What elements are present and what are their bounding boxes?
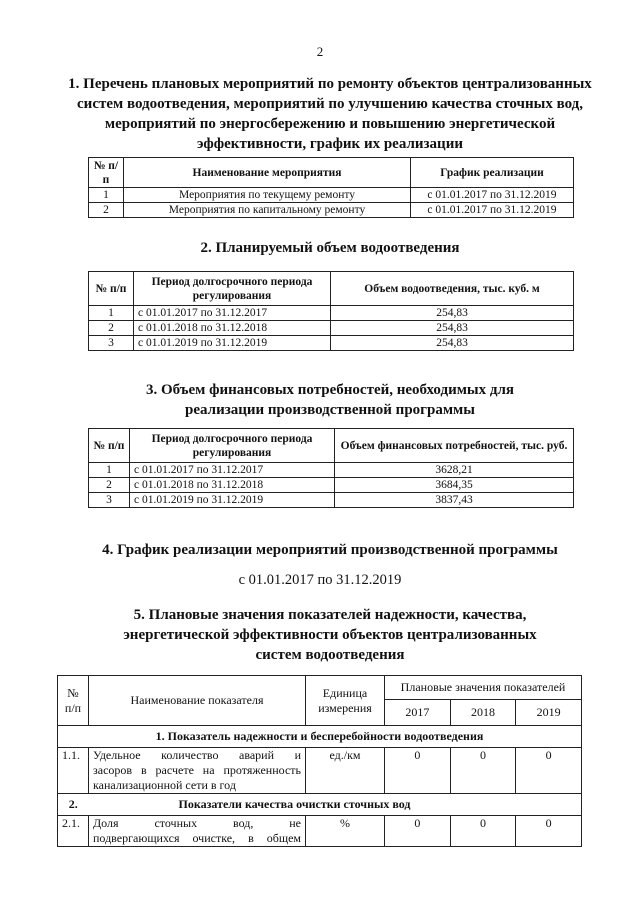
section-1-title	[60, 74, 600, 154]
cell: Мероприятия по текущему ремонту	[124, 188, 411, 203]
section-4-title: 4. График реализации мероприятий производственной программы	[102, 542, 558, 558]
cell: с 01.01.2019 по 31.12.2019	[134, 336, 331, 351]
section-2-title: 2. Планируемый объем водоотведения	[200, 240, 460, 256]
cell: с 01.01.2018 по 31.12.2018	[134, 321, 331, 336]
col-header: № п/п	[89, 272, 134, 306]
table-row	[58, 748, 582, 794]
cell: с 01.01.2017 по 31.12.2019	[411, 203, 574, 218]
table-row	[89, 493, 574, 508]
cell: ед./км	[306, 748, 385, 794]
cell: с 01.01.2019 по 31.12.2019	[130, 493, 335, 508]
year-header: 2017	[385, 700, 451, 726]
table-row	[89, 203, 574, 218]
cell: 0	[385, 748, 451, 794]
text-line: Удельное количество аварий и	[93, 748, 301, 762]
table-row	[89, 321, 574, 336]
cell: 0	[516, 816, 582, 847]
cell: с 01.01.2017 по 31.12.2017	[134, 306, 331, 321]
cell: 254,83	[331, 321, 574, 336]
cell	[89, 748, 306, 794]
title-line: систем водоотведения, мероприятий по улучшению качества сточных вод,	[77, 96, 583, 112]
cell: 254,83	[331, 306, 574, 321]
section-5-title	[60, 605, 600, 665]
table-row	[89, 188, 574, 203]
text-line: канализационной сети в год	[93, 778, 236, 792]
table-row	[89, 478, 574, 493]
col-header: Период долгосрочного периода регулирования	[130, 429, 335, 463]
cell: 3628,21	[335, 463, 574, 478]
cell: 0	[450, 816, 516, 847]
cell: с 01.01.2017 по 31.12.2019	[411, 188, 574, 203]
section-3-title	[60, 380, 600, 420]
cell: 2	[89, 203, 124, 218]
col-header: Плановые значения показателей	[385, 676, 582, 700]
text-line: подвергающихся очистке, в общем	[93, 831, 301, 845]
cell: 2.1.	[58, 816, 89, 847]
title-line: мероприятий по энергосбережению и повышению энергетической	[104, 116, 556, 132]
col-header: № п/п	[58, 676, 89, 726]
cell: 2	[89, 478, 130, 493]
cell: 0	[385, 816, 451, 847]
year-header: 2019	[516, 700, 582, 726]
cell: 254,83	[331, 336, 574, 351]
table-row	[89, 463, 574, 478]
cell: 1	[89, 306, 134, 321]
col-header: График реализации	[411, 158, 574, 188]
cell: 1	[89, 188, 124, 203]
section-heading	[89, 794, 582, 816]
table-volume	[88, 271, 574, 351]
table-indicators	[57, 675, 582, 847]
title-line: систем водоотведения	[255, 647, 405, 663]
cell: 2	[89, 321, 134, 336]
col-header: Объем водоотведения, тыс. куб. м	[331, 272, 574, 306]
section-num: 2.	[58, 794, 89, 816]
col-header: Наименование мероприятия	[124, 158, 411, 188]
page-number: 2	[316, 44, 324, 59]
section-4-period: с 01.01.2017 по 31.12.2019	[238, 572, 402, 588]
cell: 3684,35	[335, 478, 574, 493]
cell: %	[306, 816, 385, 847]
table-activities	[88, 157, 574, 218]
cell: 0	[450, 748, 516, 794]
col-header: № п/п	[89, 158, 124, 188]
cell: 1.1.	[58, 748, 89, 794]
year-header: 2018	[450, 700, 516, 726]
title-line: эффективности, график их реализации	[197, 136, 463, 152]
text-line: Доля сточных вод, не	[93, 816, 301, 830]
cell: 0	[516, 748, 582, 794]
title-line: энергетической эффективности объектов централизованных	[123, 627, 537, 643]
title-line: реализации производственной программы	[185, 402, 475, 418]
table-finance	[88, 428, 574, 508]
col-header: Единица измерения	[306, 676, 385, 726]
title-line: 5. Плановые значения показателей надежности, качества,	[133, 607, 527, 623]
cell: 1	[89, 463, 130, 478]
cell: 3	[89, 336, 134, 351]
cell: 3837,43	[335, 493, 574, 508]
table-row	[89, 336, 574, 351]
title-line: 3. Объем финансовых потребностей, необходимых для	[145, 382, 515, 398]
text-line: засоров в расчете на протяженность	[93, 763, 301, 777]
col-header: Объем финансовых потребностей, тыс. руб.	[335, 429, 574, 463]
col-header: Период долгосрочного периода регулирования	[134, 272, 331, 306]
col-header: Наименование показателя	[89, 676, 306, 726]
cell: 3	[89, 493, 130, 508]
col-header: № п/п	[89, 429, 130, 463]
table-row	[58, 816, 582, 847]
title-line: 1. Перечень плановых мероприятий по ремонту объектов централизованных	[68, 76, 592, 92]
cell: Мероприятия по капитальному ремонту	[124, 203, 411, 218]
cell: с 01.01.2017 по 31.12.2017	[130, 463, 335, 478]
section-heading: 1. Показатель надежности и бесперебойности водоотведения	[58, 726, 582, 748]
section-heading-text: Показатели качества очистки сточных вод	[178, 797, 411, 811]
cell: с 01.01.2018 по 31.12.2018	[130, 478, 335, 493]
cell	[89, 816, 306, 847]
table-row	[89, 306, 574, 321]
